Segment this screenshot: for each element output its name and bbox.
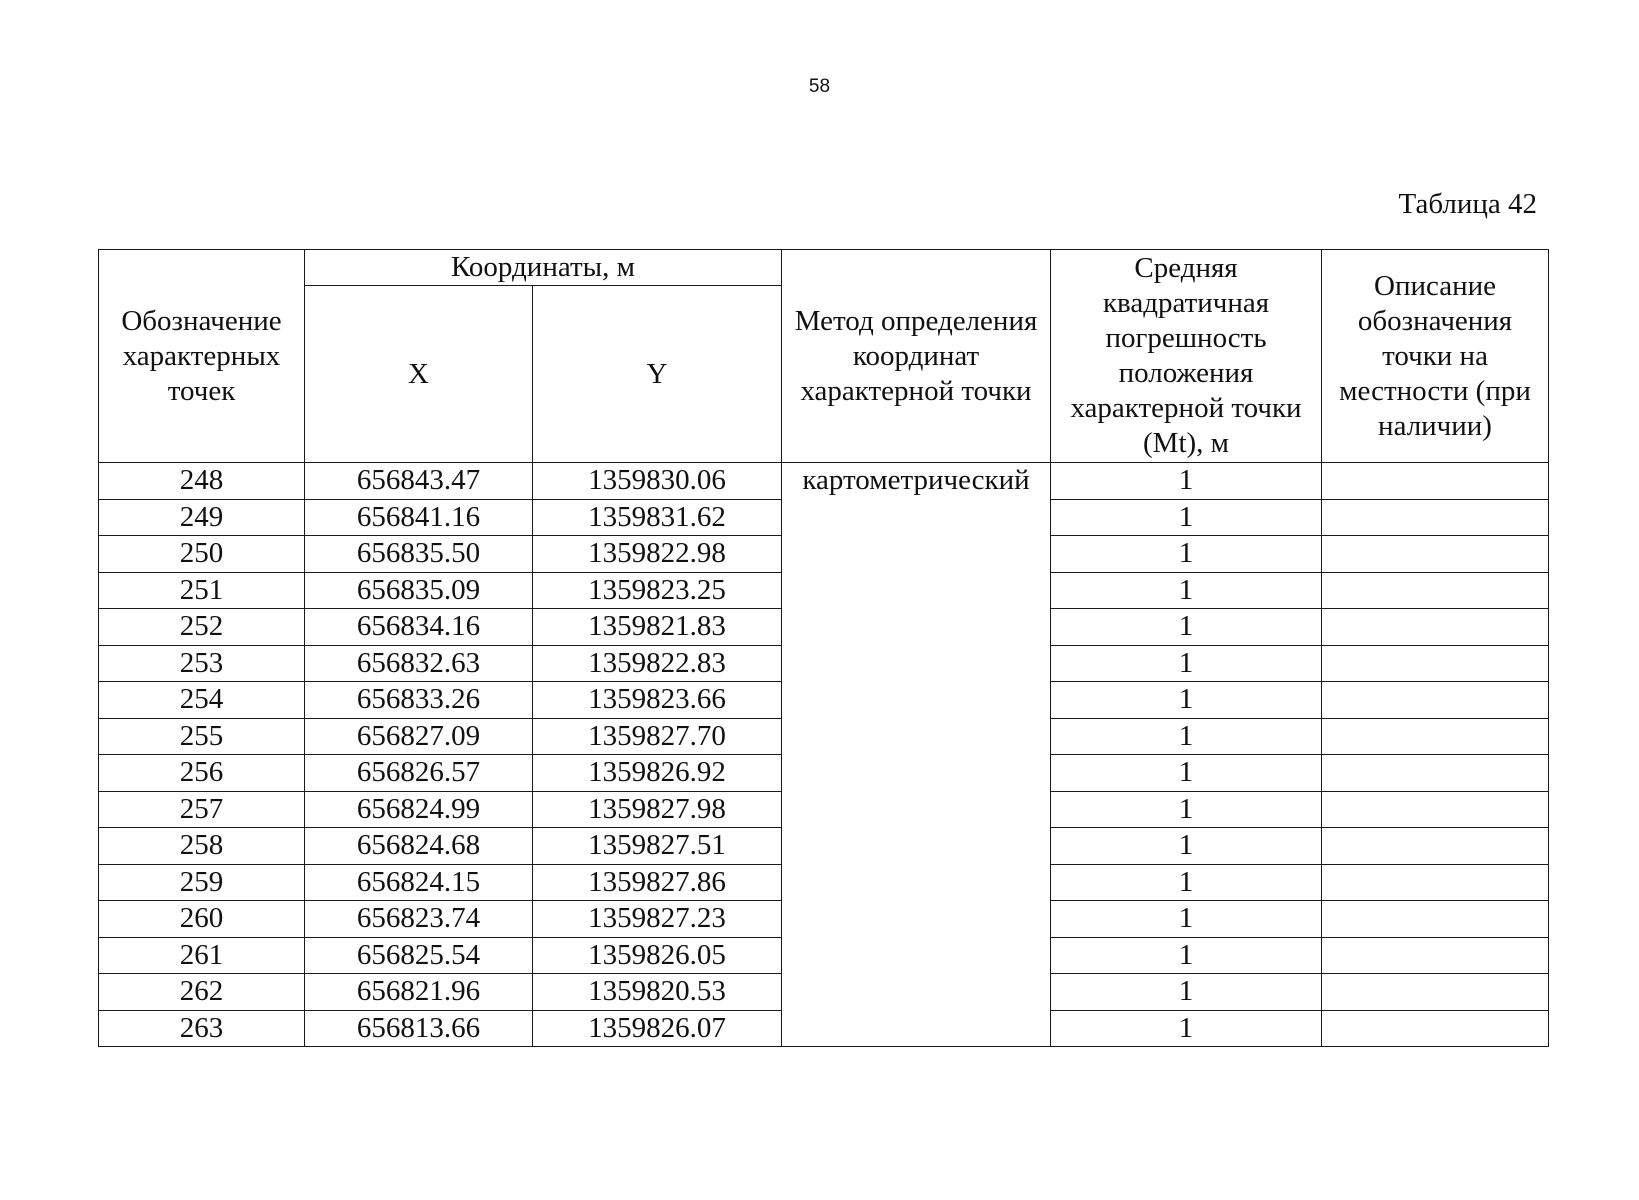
y-coordinate-cell: 1359826.92 [533,755,782,792]
x-coordinate-cell: 656835.50 [305,536,533,573]
x-coordinate-cell: 656825.54 [305,937,533,974]
error-cell: 1 [1051,864,1322,901]
y-coordinate-cell: 1359827.70 [533,718,782,755]
description-cell [1322,974,1549,1011]
point-id-cell: 257 [99,791,305,828]
description-cell [1322,901,1549,938]
point-id-cell: 255 [99,718,305,755]
y-coordinate-cell: 1359822.98 [533,536,782,573]
point-id-cell: 253 [99,645,305,682]
description-cell [1322,937,1549,974]
y-coordinate-cell: 1359823.66 [533,682,782,719]
x-coordinate-cell: 656833.26 [305,682,533,719]
header-method: Метод определения координат характерной точки [782,250,1051,463]
table-row [99,463,1549,500]
description-cell [1322,499,1549,536]
y-coordinate-cell: 1359820.53 [533,974,782,1011]
error-cell: 1 [1051,1010,1322,1047]
point-id-cell: 249 [99,499,305,536]
description-cell [1322,645,1549,682]
y-coordinate-cell: 1359827.98 [533,791,782,828]
point-id-cell: 254 [99,682,305,719]
point-id-cell: 263 [99,1010,305,1047]
point-id-cell: 258 [99,828,305,865]
description-cell [1322,864,1549,901]
point-id-cell: 248 [99,463,305,500]
y-coordinate-cell: 1359826.05 [533,937,782,974]
x-coordinate-cell: 656823.74 [305,901,533,938]
method-cell: картометрический [782,463,1051,1047]
header-description: Описание обозначения точки на местности (при наличии) [1322,250,1549,463]
error-cell: 1 [1051,572,1322,609]
table-body [99,463,1549,1047]
y-coordinate-cell: 1359823.25 [533,572,782,609]
x-coordinate-cell: 656832.63 [305,645,533,682]
x-coordinate-cell: 656826.57 [305,755,533,792]
x-coordinate-cell: 656824.68 [305,828,533,865]
point-id-cell: 260 [99,901,305,938]
point-id-cell: 252 [99,609,305,646]
y-coordinate-cell: 1359830.06 [533,463,782,500]
x-coordinate-cell: 656821.96 [305,974,533,1011]
x-coordinate-cell: 656824.15 [305,864,533,901]
error-cell: 1 [1051,828,1322,865]
error-cell: 1 [1051,609,1322,646]
x-coordinate-cell: 656835.09 [305,572,533,609]
point-id-cell: 256 [99,755,305,792]
x-coordinate-cell: 656834.16 [305,609,533,646]
point-id-cell: 261 [99,937,305,974]
page-number: 58 [808,76,831,97]
y-coordinate-cell: 1359827.51 [533,828,782,865]
description-cell [1322,791,1549,828]
header-points: Обозначение характерных точек [99,250,305,463]
y-coordinate-cell: 1359827.23 [533,901,782,938]
description-cell [1322,1010,1549,1047]
error-cell: 1 [1051,645,1322,682]
description-cell [1322,755,1549,792]
description-cell [1322,609,1549,646]
point-id-cell: 259 [99,864,305,901]
error-cell: 1 [1051,682,1322,719]
point-id-cell: 250 [99,536,305,573]
y-coordinate-cell: 1359826.07 [533,1010,782,1047]
x-coordinate-cell: 656824.99 [305,791,533,828]
error-cell: 1 [1051,901,1322,938]
error-cell: 1 [1051,718,1322,755]
description-cell [1322,572,1549,609]
error-cell: 1 [1051,499,1322,536]
description-cell [1322,718,1549,755]
description-cell [1322,682,1549,719]
x-coordinate-cell: 656841.16 [305,499,533,536]
header-y: Y [533,286,782,463]
error-cell: 1 [1051,463,1322,500]
description-cell [1322,463,1549,500]
y-coordinate-cell: 1359821.83 [533,609,782,646]
header-coordinates: Координаты, м [305,250,782,286]
error-cell: 1 [1051,974,1322,1011]
header-x: X [305,286,533,463]
table-caption: Таблица 42 [1398,188,1537,220]
coordinates-table [98,249,1549,1047]
description-cell [1322,536,1549,573]
x-coordinate-cell: 656827.09 [305,718,533,755]
y-coordinate-cell: 1359822.83 [533,645,782,682]
y-coordinate-cell: 1359831.62 [533,499,782,536]
y-coordinate-cell: 1359827.86 [533,864,782,901]
header-error: Средняя квадратичная погрешность положения характерной точки (Mt), м [1051,250,1322,463]
point-id-cell: 251 [99,572,305,609]
error-cell: 1 [1051,755,1322,792]
error-cell: 1 [1051,791,1322,828]
error-cell: 1 [1051,937,1322,974]
point-id-cell: 262 [99,974,305,1011]
description-cell [1322,828,1549,865]
error-cell: 1 [1051,536,1322,573]
x-coordinate-cell: 656813.66 [305,1010,533,1047]
x-coordinate-cell: 656843.47 [305,463,533,500]
